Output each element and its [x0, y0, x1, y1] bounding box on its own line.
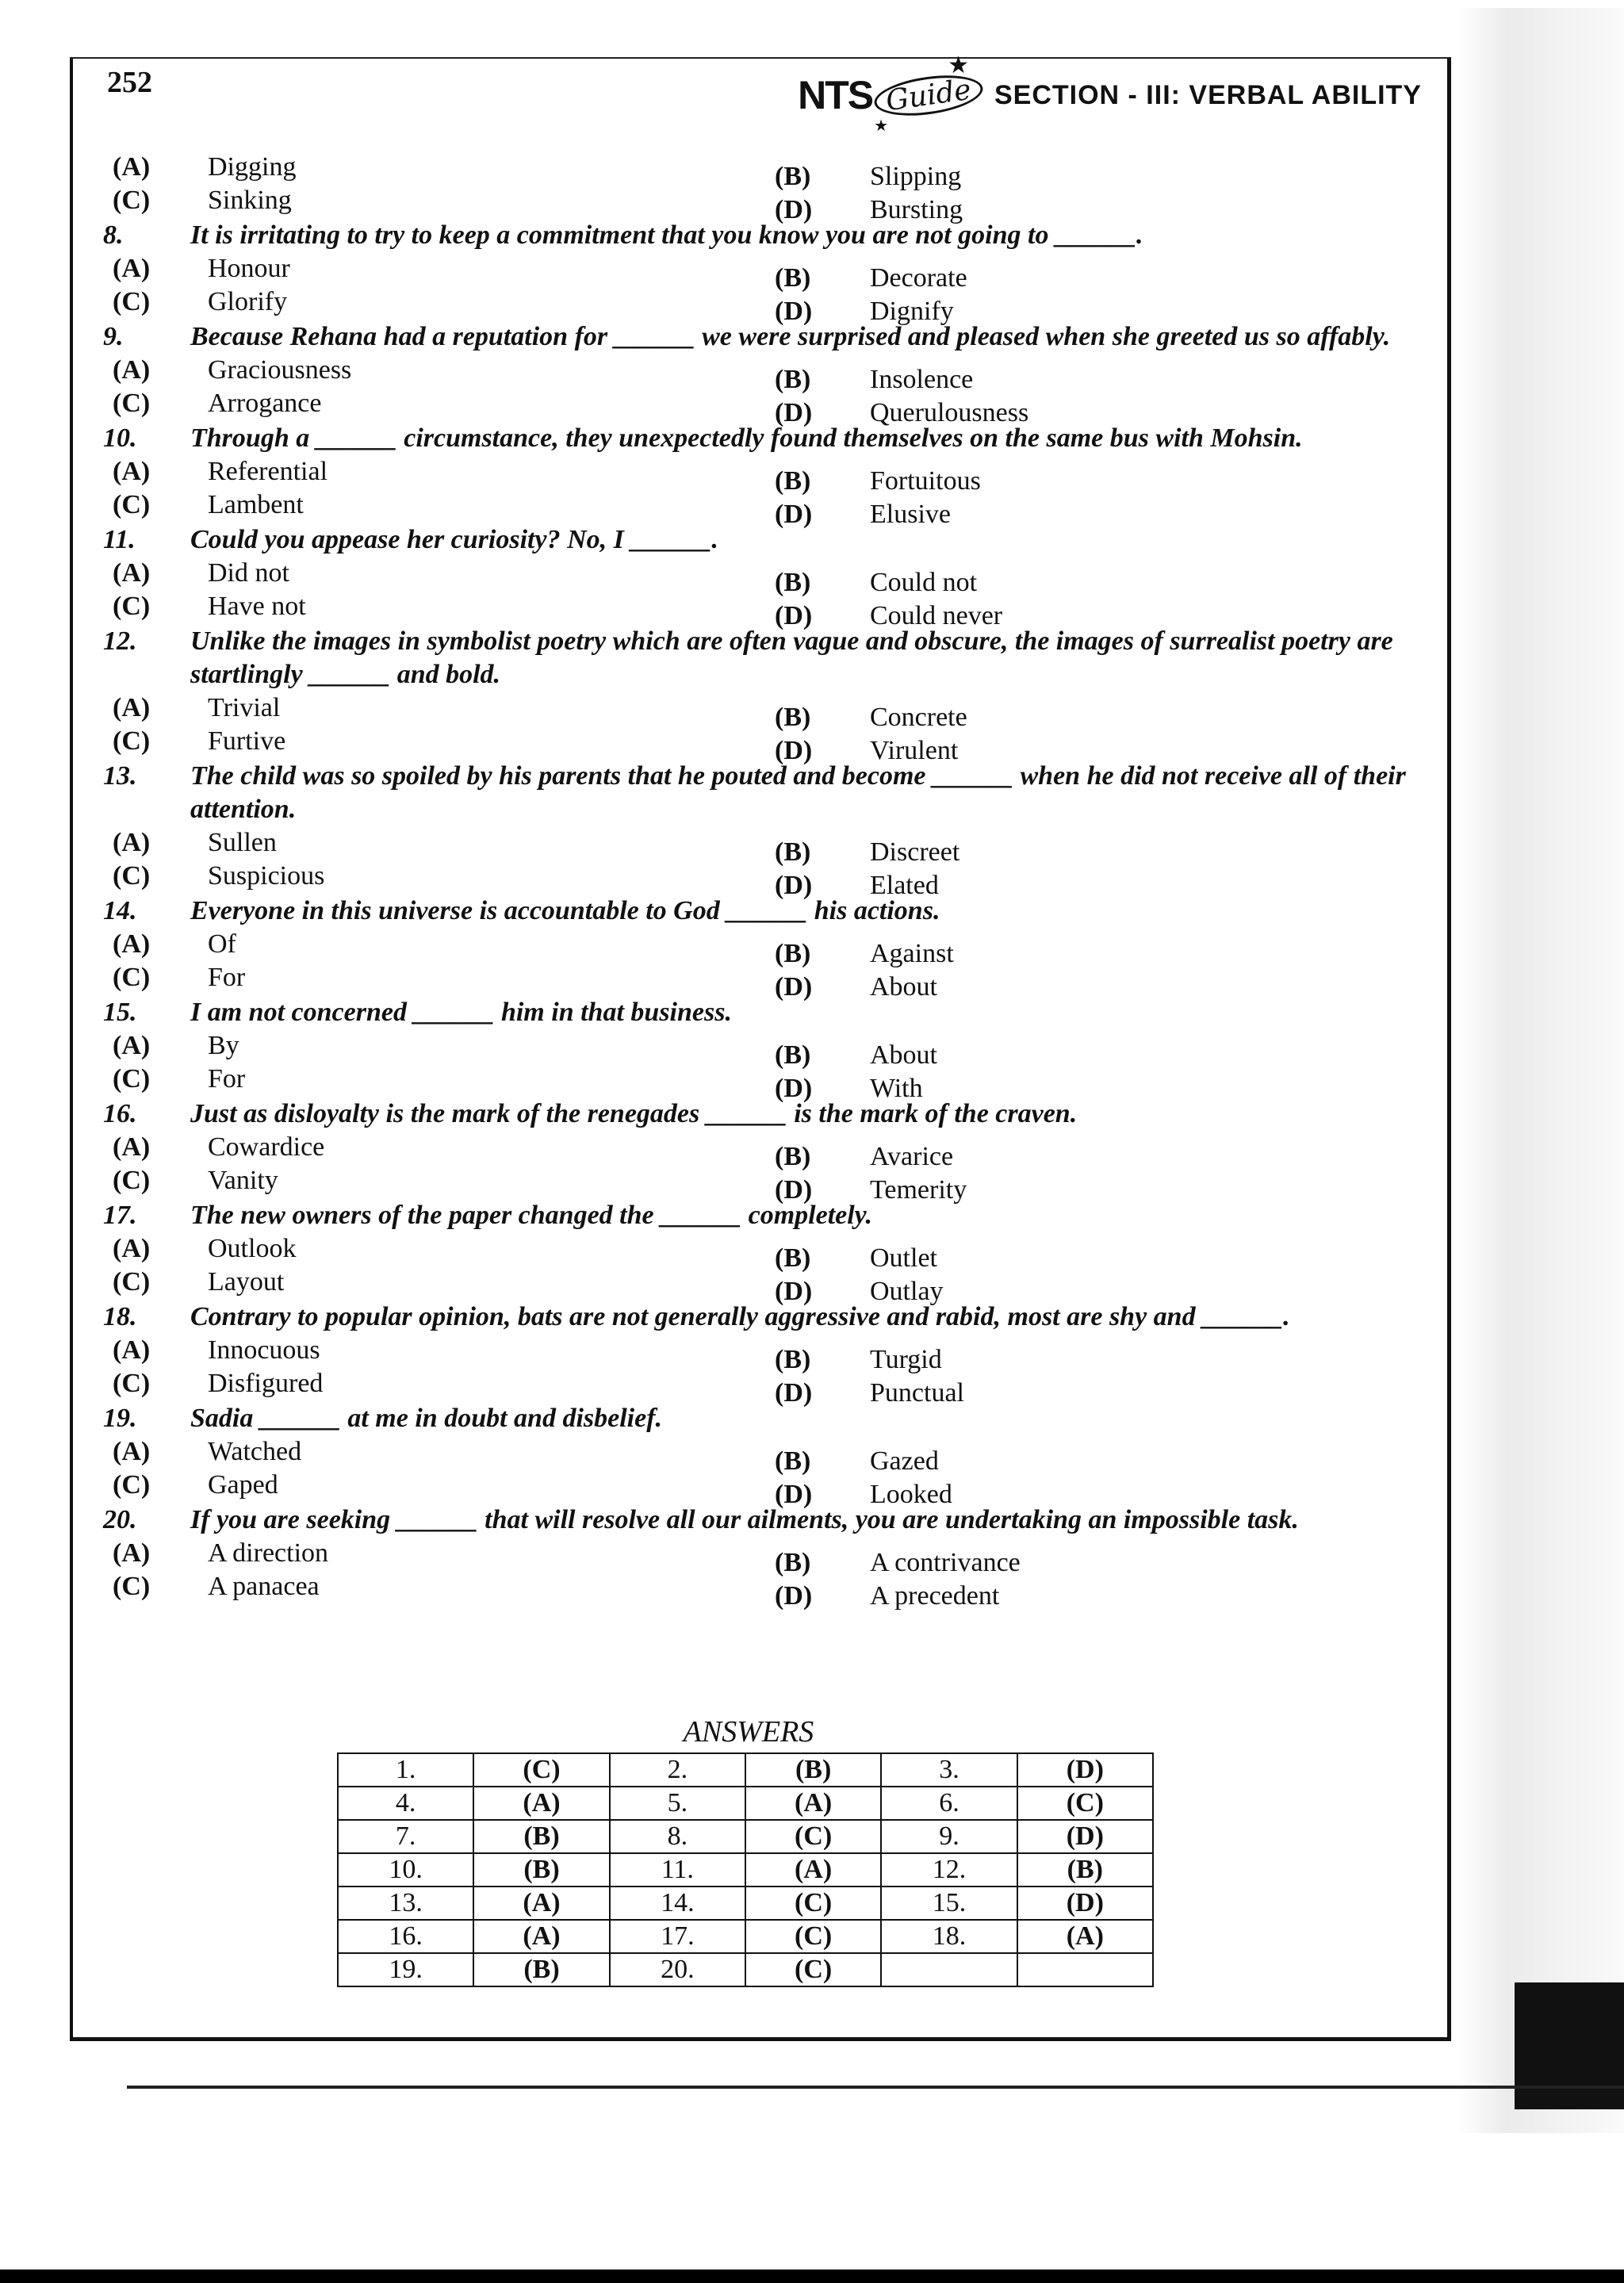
question-number: 19.	[103, 1404, 137, 1433]
option-text: For	[208, 1064, 246, 1094]
star-icon: ★	[948, 52, 969, 79]
question-number: 17.	[103, 1201, 137, 1230]
option-a	[103, 1334, 765, 1367]
option-b	[765, 1140, 1427, 1174]
option-text: Turgid	[870, 1345, 942, 1374]
options-grid	[103, 1537, 1427, 1611]
option-label: (B)	[775, 837, 811, 867]
question-number-cell: 11.	[610, 1853, 745, 1887]
option-text: A precedent	[870, 1581, 1000, 1611]
option-label: (A)	[113, 1335, 151, 1365]
table-row	[338, 1820, 1153, 1853]
option-text: Disfigured	[208, 1369, 324, 1398]
option-text: Sinking	[208, 186, 292, 215]
option-text: Have not	[208, 592, 306, 621]
option-a	[103, 455, 765, 488]
option-text: Trivial	[208, 693, 281, 722]
option-c	[103, 1570, 765, 1603]
question-number: 14.	[103, 896, 137, 925]
option-text: Could not	[870, 568, 978, 597]
option-text: For	[208, 963, 246, 992]
option-a	[103, 252, 765, 285]
question-text: Unlike the images in symbolist poetry which are often vague and obscure, the images of surrealist poetry are startlingly ______ and bold.	[190, 626, 1393, 689]
option-label: (D)	[775, 500, 813, 529]
option-label: (D)	[775, 398, 813, 427]
question-number: 16.	[103, 1099, 137, 1128]
table-row	[338, 1920, 1153, 1953]
table-row	[338, 1787, 1153, 1820]
option-text: Layout	[208, 1267, 285, 1297]
options-grid	[103, 1131, 1427, 1205]
option-text: Virulent	[870, 736, 959, 765]
question-number-cell: 13.	[338, 1887, 473, 1920]
divider	[127, 2086, 1624, 2089]
option-a	[103, 1029, 765, 1063]
question-number: 11.	[103, 525, 136, 554]
option-label: (C)	[113, 1267, 151, 1297]
options-grid	[103, 252, 1427, 326]
option-text: Honour	[208, 254, 290, 283]
question-number: 20.	[103, 1505, 137, 1534]
question-number-cell: 17.	[610, 1920, 745, 1953]
option-label: (C)	[113, 186, 151, 215]
option-label: (B)	[775, 1243, 811, 1273]
answer-cell: (A)	[1017, 1920, 1153, 1953]
option-d	[765, 193, 1427, 227]
question-number: 18.	[103, 1302, 137, 1331]
option-label: (C)	[113, 592, 151, 621]
option-c	[103, 387, 765, 420]
option-text: Dignify	[870, 297, 954, 326]
option-label: (B)	[775, 1142, 811, 1171]
answer-cell	[1017, 1953, 1153, 1986]
options-grid	[103, 354, 1427, 427]
option-text: Gaped	[208, 1470, 278, 1500]
question-number-cell: 12.	[881, 1853, 1017, 1887]
option-text: Insolence	[870, 365, 974, 394]
question-item	[103, 1097, 1427, 1205]
option-a	[103, 354, 765, 387]
option-label: (C)	[113, 1166, 151, 1195]
question-number-cell: 9.	[881, 1820, 1017, 1853]
option-d	[765, 295, 1427, 328]
question-item	[103, 894, 1427, 1002]
options-grid	[103, 151, 1427, 224]
answer-cell: (C)	[745, 1953, 881, 1986]
option-text: About	[870, 1040, 937, 1070]
options-grid	[103, 1232, 1427, 1306]
options-grid	[103, 1334, 1427, 1408]
question-text: Through a ______ circumstance, they unexpectedly found themselves on the same bus with Mohsin.	[190, 423, 1303, 453]
table-row	[338, 1887, 1153, 1920]
answer-cell: (B)	[473, 1820, 609, 1853]
question-item	[103, 1503, 1427, 1611]
option-text: Elated	[870, 871, 939, 900]
answer-cell: (D)	[1017, 1887, 1153, 1920]
option-label: (A)	[113, 693, 151, 722]
option-text: Graciousness	[208, 355, 352, 385]
option-label: (A)	[113, 1437, 151, 1466]
option-label: (D)	[775, 972, 813, 1002]
option-d	[765, 396, 1427, 430]
options-grid	[103, 455, 1427, 529]
question-number-cell: 16.	[338, 1920, 473, 1953]
option-label: (B)	[775, 1446, 811, 1476]
option-b	[765, 1445, 1427, 1478]
nts-guide-logo	[798, 52, 983, 135]
option-c	[103, 1469, 765, 1502]
question-number-cell: 14.	[610, 1887, 745, 1920]
option-a	[103, 928, 765, 961]
option-text: Furtive	[208, 726, 286, 756]
option-label: (B)	[775, 1040, 811, 1070]
page-number: 252	[107, 66, 152, 99]
option-label: (D)	[775, 1277, 813, 1306]
options-grid	[103, 557, 1427, 630]
question-text: I am not concerned ______ him in that business.	[190, 998, 732, 1027]
page-header	[798, 52, 1422, 135]
option-text: Could never	[870, 601, 1003, 630]
option-c	[103, 1063, 765, 1096]
answer-cell: (D)	[1017, 1753, 1153, 1787]
option-text: A direction	[208, 1538, 329, 1568]
option-text: Of	[208, 929, 236, 959]
option-a	[103, 691, 765, 725]
option-label: (D)	[775, 871, 813, 900]
option-c	[103, 725, 765, 758]
option-a	[103, 1232, 765, 1266]
answers-heading: ANSWERS	[683, 1715, 814, 1749]
question-number: 9.	[103, 322, 124, 351]
option-label: (C)	[113, 726, 151, 756]
option-label: (D)	[775, 1378, 813, 1408]
option-text: Concrete	[870, 703, 967, 732]
question-text: Because Rehana had a reputation for ______ we were surprised and pleased when she greeted us so affably.	[190, 322, 1391, 351]
question-text: If you are seeking ______ that will resolve all our ailments, you are undertaking an impossible task.	[190, 1505, 1299, 1534]
option-text: Bursting	[870, 195, 963, 224]
option-text: Discreet	[870, 837, 960, 867]
option-text: Innocuous	[208, 1335, 320, 1365]
option-label: (C)	[113, 963, 151, 992]
option-c	[103, 285, 765, 319]
option-text: Looked	[870, 1480, 952, 1509]
option-text: Temerity	[870, 1175, 967, 1205]
option-label: (A)	[113, 1234, 151, 1263]
option-b	[765, 836, 1427, 869]
option-a	[103, 557, 765, 590]
question-number-cell: 6.	[881, 1787, 1017, 1820]
option-label: (C)	[113, 287, 151, 316]
question-text: Could you appease her curiosity? No, I ______.	[190, 525, 718, 554]
answer-cell: (C)	[745, 1920, 881, 1953]
option-b	[765, 160, 1427, 193]
answer-cell: (A)	[473, 1887, 609, 1920]
option-text: Punctual	[870, 1378, 964, 1408]
option-label: (D)	[775, 601, 813, 630]
option-text: With	[870, 1074, 923, 1103]
question-stem	[103, 625, 1427, 691]
option-label: (A)	[113, 152, 151, 182]
option-b	[765, 1343, 1427, 1377]
option-c	[103, 590, 765, 623]
option-d	[765, 1275, 1427, 1308]
question-item	[103, 625, 1427, 765]
option-d	[765, 1478, 1427, 1511]
answer-cell: (B)	[473, 1953, 609, 1986]
answer-cell: (A)	[473, 1787, 609, 1820]
option-b	[765, 465, 1427, 498]
option-label: (C)	[113, 490, 151, 519]
option-label: (A)	[113, 457, 151, 486]
question-number-cell: 4.	[338, 1787, 473, 1820]
question-item	[103, 320, 1427, 427]
question-number-cell: 5.	[610, 1787, 745, 1820]
question-text: Just as disloyalty is the mark of the renegades ______ is the mark of the craven.	[190, 1099, 1078, 1128]
answer-cell: (C)	[473, 1753, 609, 1787]
option-b	[765, 1546, 1427, 1580]
option-label: (A)	[113, 828, 151, 857]
option-label: (B)	[775, 365, 811, 394]
table-row	[338, 1753, 1153, 1787]
question-number-cell: 19.	[338, 1953, 473, 1986]
option-text: Avarice	[870, 1142, 954, 1171]
option-d	[765, 1580, 1427, 1613]
answer-cell: (C)	[1017, 1787, 1153, 1820]
option-label: (A)	[113, 929, 151, 959]
option-text: Gazed	[870, 1446, 939, 1476]
question-item	[103, 760, 1427, 900]
question-item	[103, 1402, 1427, 1509]
answer-cell: (A)	[473, 1920, 609, 1953]
option-label: (B)	[775, 1548, 811, 1577]
question-number-cell: 1.	[338, 1753, 473, 1787]
question-item	[103, 151, 1427, 224]
question-number-cell: 2.	[610, 1753, 745, 1787]
option-d	[765, 1072, 1427, 1105]
option-text: Glorify	[208, 287, 288, 316]
question-item	[103, 1300, 1427, 1408]
question-number-cell	[881, 1953, 1017, 1986]
option-text: By	[208, 1031, 239, 1060]
option-c	[103, 488, 765, 522]
option-b	[765, 701, 1427, 734]
option-c	[103, 1164, 765, 1197]
questions-list	[103, 151, 1427, 1611]
option-a	[103, 1435, 765, 1469]
star-icon: ★	[874, 117, 889, 135]
question-item	[103, 422, 1427, 529]
question-item	[103, 996, 1427, 1103]
option-text: Outlay	[870, 1277, 944, 1306]
option-text: Outlet	[870, 1243, 937, 1273]
page-edge-shadow	[1457, 8, 1624, 2133]
option-text: Decorate	[870, 263, 967, 293]
options-grid	[103, 826, 1427, 900]
option-text: Lambent	[208, 490, 304, 519]
option-label: (A)	[113, 254, 151, 283]
answers-table	[337, 1752, 1154, 1987]
answer-cell: (A)	[745, 1787, 881, 1820]
option-label: (B)	[775, 466, 811, 496]
option-b	[765, 363, 1427, 396]
question-number: 10.	[103, 423, 137, 453]
option-text: Cowardice	[208, 1132, 325, 1162]
question-stem	[103, 760, 1427, 826]
options-grid	[103, 1435, 1427, 1509]
option-label: (C)	[113, 1572, 151, 1601]
option-label: (D)	[775, 1480, 813, 1509]
option-b	[765, 262, 1427, 295]
option-text: Against	[870, 939, 954, 968]
option-text: Arrogance	[208, 389, 322, 418]
answer-cell: (C)	[745, 1820, 881, 1853]
option-text: Querulousness	[870, 398, 1029, 427]
option-text: Outlook	[208, 1234, 297, 1263]
question-text: The new owners of the paper changed the ______ completely.	[190, 1201, 873, 1230]
option-b	[765, 1039, 1427, 1072]
answer-cell: (B)	[473, 1853, 609, 1887]
option-label: (D)	[775, 297, 813, 326]
scan-edge	[0, 2270, 1624, 2283]
option-label: (D)	[775, 1074, 813, 1103]
option-text: Sullen	[208, 828, 277, 857]
answer-cell: (C)	[745, 1887, 881, 1920]
options-grid	[103, 928, 1427, 1002]
option-text: Vanity	[208, 1166, 278, 1195]
question-text: Everyone in this universe is accountable to God ______ his actions.	[190, 896, 940, 925]
option-label: (B)	[775, 568, 811, 597]
option-text: Slipping	[870, 162, 962, 191]
option-c	[103, 1367, 765, 1400]
logo-guide-text: Guide	[872, 69, 986, 121]
option-c	[103, 860, 765, 893]
question-text: Sadia ______ at me in doubt and disbelief.	[190, 1404, 663, 1433]
option-d	[765, 971, 1427, 1004]
question-number-cell: 8.	[610, 1820, 745, 1853]
option-label: (A)	[113, 558, 151, 588]
option-text: Elusive	[870, 500, 951, 529]
option-a	[103, 1537, 765, 1570]
table-row	[338, 1853, 1153, 1887]
option-b	[765, 566, 1427, 599]
option-label: (A)	[113, 355, 151, 385]
answer-cell: (B)	[745, 1753, 881, 1787]
option-label: (D)	[775, 736, 813, 765]
option-label: (B)	[775, 162, 811, 191]
option-d	[765, 599, 1427, 633]
option-d	[765, 734, 1427, 768]
answer-cell: (A)	[745, 1853, 881, 1887]
option-label: (B)	[775, 263, 811, 293]
question-number: 12.	[103, 626, 137, 656]
book-spine-shadow	[1515, 1982, 1624, 2109]
option-b	[765, 937, 1427, 971]
option-d	[765, 1174, 1427, 1207]
option-b	[765, 1242, 1427, 1275]
option-label: (B)	[775, 703, 811, 732]
option-text: Fortuitous	[870, 466, 981, 496]
question-number-cell: 3.	[881, 1753, 1017, 1787]
option-text: Digging	[208, 152, 297, 182]
question-number-cell: 15.	[881, 1887, 1017, 1920]
question-number-cell: 20.	[610, 1953, 745, 1986]
section-title: SECTION - III: VERBAL ABILITY	[994, 79, 1422, 110]
question-text: Contrary to popular opinion, bats are not generally aggressive and rabid, most are shy and ______.	[190, 1302, 1290, 1331]
option-text: A contrivance	[870, 1548, 1021, 1577]
option-text: A panacea	[208, 1572, 320, 1601]
question-item	[103, 523, 1427, 630]
option-text: Did not	[208, 558, 289, 588]
option-text: Suspicious	[208, 861, 325, 891]
option-label: (C)	[113, 1470, 151, 1500]
option-label: (A)	[113, 1031, 151, 1060]
option-label: (C)	[113, 1369, 151, 1398]
question-text: The child was so spoiled by his parents that he pouted and become ______ when he did not receive all of their attention.	[190, 761, 1406, 824]
option-a	[103, 1131, 765, 1164]
option-text: About	[870, 972, 937, 1002]
option-text: Watched	[208, 1437, 302, 1466]
answer-cell: (D)	[1017, 1820, 1153, 1853]
question-text: It is irritating to try to keep a commitment that you know you are not going to ______.	[190, 220, 1143, 250]
option-label: (B)	[775, 1345, 811, 1374]
option-text: Referential	[208, 457, 328, 486]
options-grid	[103, 691, 1427, 765]
options-grid	[103, 1029, 1427, 1103]
logo-nts-text: NTS	[798, 73, 873, 117]
question-item	[103, 1199, 1427, 1306]
option-label: (A)	[113, 1538, 151, 1568]
option-label: (D)	[775, 195, 813, 224]
question-number: 8.	[103, 220, 124, 250]
option-c	[103, 184, 765, 217]
option-d	[765, 1377, 1427, 1410]
question-number: 13.	[103, 761, 137, 791]
option-label: (C)	[113, 861, 151, 891]
option-c	[103, 1266, 765, 1299]
option-label: (D)	[775, 1175, 813, 1205]
option-label: (C)	[113, 389, 151, 418]
option-label: (B)	[775, 939, 811, 968]
answer-cell: (B)	[1017, 1853, 1153, 1887]
option-d	[765, 498, 1427, 531]
question-item	[103, 219, 1427, 326]
option-a	[103, 151, 765, 184]
option-label: (D)	[775, 1581, 813, 1611]
question-number-cell: 18.	[881, 1920, 1017, 1953]
question-number-cell: 10.	[338, 1853, 473, 1887]
option-c	[103, 961, 765, 994]
question-number-cell: 7.	[338, 1820, 473, 1853]
question-number: 15.	[103, 998, 137, 1027]
option-a	[103, 826, 765, 860]
option-d	[765, 869, 1427, 902]
option-label: (C)	[113, 1064, 151, 1094]
table-row	[338, 1953, 1153, 1986]
option-label: (A)	[113, 1132, 151, 1162]
